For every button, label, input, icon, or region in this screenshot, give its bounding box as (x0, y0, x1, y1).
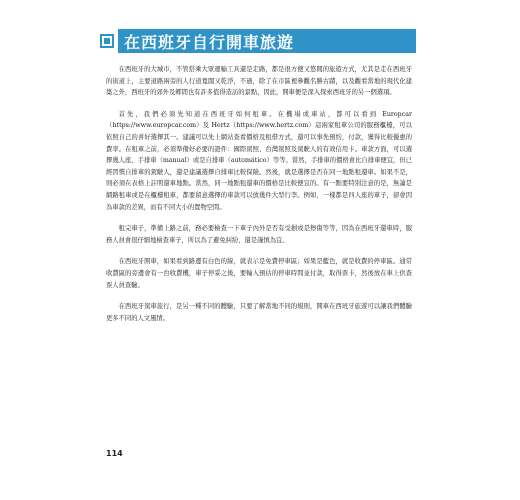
section-header (100, 28, 416, 54)
paragraph-inspection: 租完車子，準備上路之前，務必要檢查一下車子內外是否有受損或是擦傷等等，因為在西班牙還車時，服務人員會很仔細地檢查車子，所以為了避免糾紛，還是謹慎為宜。 (106, 225, 412, 244)
paragraph-conclusion: 在西班牙駕車旅行，是另一種不同的體驗，只要了解當地不同的規則，開車在西班牙旅遊可以讓我們體驗更多不同的人文風情。 (106, 303, 412, 322)
header-square-icon (100, 34, 114, 48)
paragraph-parking: 在西班牙開車，如果看到路邊有白色的線，就表示是免費停車區；如果是藍色，就是收費的停車區。通常收費區的旁邊會有一台收費機，車子停妥之後，要輸入預估的停車時間並付款，取得票卡，然後放在車上供查票人員查驗。 (106, 258, 412, 289)
paragraph-intro: 在西班牙的大城市，不管搭乘大眾運輸工具還是走路，都是很方便又悠閒的旅遊方式，尤其是走在西班牙的街道上，主要道路兩旁的人行道寬闊又乾淨，不過，除了在市區裡參觀名勝古蹟，以及觀看當地的現代化建築之外，西班牙的郊外及鄉間也有許多值得造訪的景點，因此，開車便是深入探索西班牙的另一個選項。 (106, 66, 412, 97)
page-title: 在西班牙自行開車旅遊 (124, 32, 295, 52)
paragraph-car-rental: 首先，我們必須先知道在西班牙如何租車。在機場或車站，都可以看到 Europcar（https://www.europcar.com）及 Hertz（https://www.hertz.com）這兩家租車公司的服務櫃檯，可以依照自己的喜好選擇其一。建議可以先上網站查看價格及租借方式，還可以事先預約，付款，獲得比較優惠的費率。在租車之前，必須準備好必要的證件：國際駕照、台灣駕照及駕駛人的有效信用卡。車款方面，可以選擇幾人座，手排車（manual）或是自排車（automático）等等。當然，手排車的價格會比自排車便宜，但已經習慣自排車的駕駛人，還是建議選擇自排車比較保險。然後，就是選擇是否在同一地點租還車。如果不是，則必須在表格上註明還車地點。當然，同一地點租還車的價格是比較便宜的。有一點要特別注意的是，無論是網路租車或是在櫃檯租車，都要留意選擇的車款可以放幾件大型行李。例如，一樣都是四人座的車子，卻會因為車款的差異，而有不同大小的置物空間。 (106, 110, 412, 211)
header-bar (118, 29, 416, 53)
article-body (106, 64, 412, 334)
page-number: 114 (106, 449, 123, 458)
